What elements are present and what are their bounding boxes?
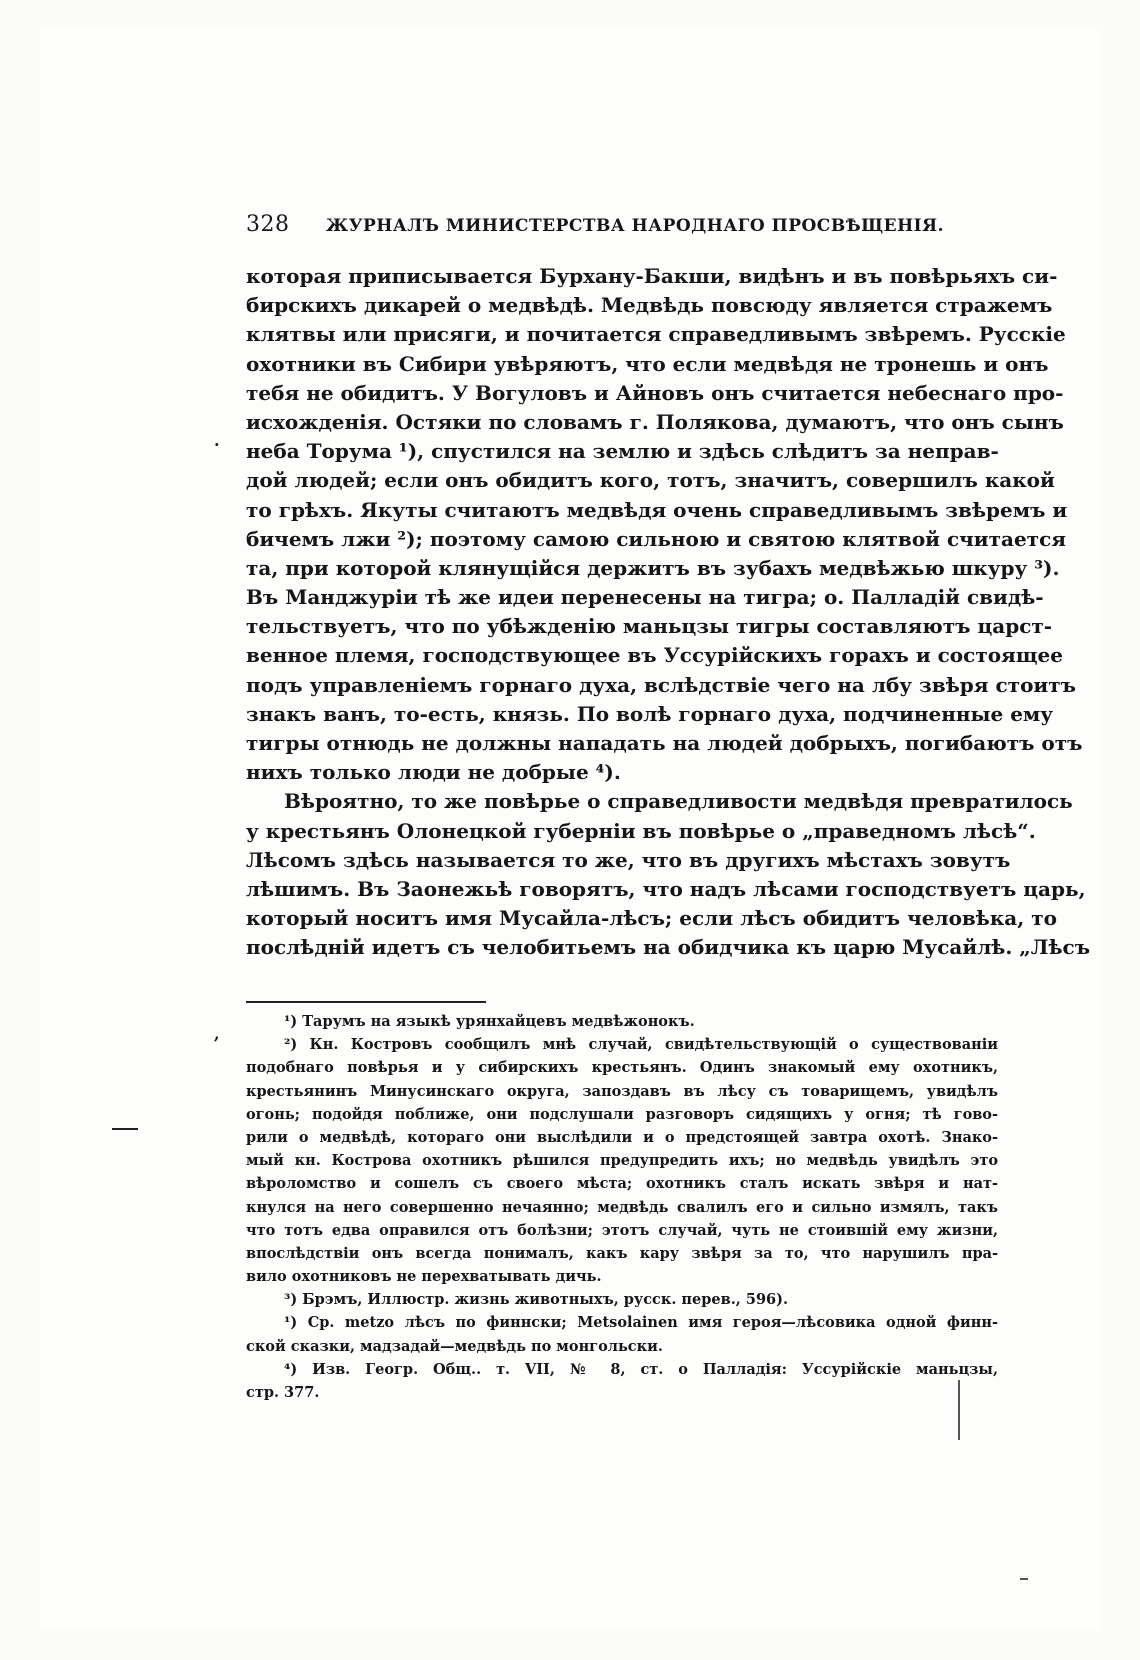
text-line: бирскихъ дикарей о медвѣдѣ. Медвѣдь повсюду является стражемъ bbox=[246, 293, 1053, 318]
footnote-line: впослѣдствіи онъ всегда понималъ, какъ кару звѣря за то, что нарушилъ пра- bbox=[246, 1244, 998, 1262]
text-line: Вѣроятно, то же повѣрье о справедливости медвѣдя превратилось bbox=[284, 789, 1073, 814]
scan-artifact-dash bbox=[112, 1128, 138, 1130]
running-title: ЖУРНАЛЪ МИНИСТЕРСТВА НАРОДНАГО ПРОСВѢЩЕНІЯ. bbox=[325, 216, 945, 236]
footnote-line: что тотъ едва оправился отъ болѣзни; этотъ случай, чуть не стоившій ему жизни, bbox=[246, 1221, 998, 1239]
footnote-line: вѣроломство и сошелъ съ своего мѣста; охотникъ сталъ искать звѣря и нат- bbox=[246, 1175, 998, 1193]
text-line: бичемъ лжи ²); поэтому самою сильною и святою клятвой считается bbox=[246, 526, 1067, 551]
margin-mark: , bbox=[214, 1024, 220, 1043]
text-line: послѣдній идетъ съ челобитьемъ на обидчика къ царю Мусайлѣ. „Лѣсъ bbox=[246, 935, 1091, 960]
text-line: лѣшимъ. Въ Заонежьѣ говорятъ, что надъ лѣсами господствуетъ царь, bbox=[246, 876, 1086, 901]
footnote-line: огонь; подойдя поближе, они подслушали разговоръ сидящихъ у огня; тѣ гово- bbox=[246, 1105, 998, 1123]
footnote-line: кнулся на него совершенно нечаянно; медвѣдь свалилъ его и сильно измялъ, такъ bbox=[246, 1198, 998, 1216]
text-line: неба Торума ¹), спустился на землю и здѣсь слѣдитъ за неправ- bbox=[246, 439, 999, 464]
main-text bbox=[246, 262, 1091, 963]
text-line: у крестьянъ Олонецкой губерніи въ повѣрье о „праведномъ лѣсѣ“. bbox=[246, 818, 1036, 843]
text-line: та, при которой клянущійся держитъ въ зубахъ медвѣжью шкуру ³). bbox=[246, 555, 1060, 580]
page-number: 328 bbox=[246, 212, 290, 237]
footnote-line: стр. 377. bbox=[246, 1384, 320, 1401]
footnote-line: мый кн. Кострова охотникъ рѣшился предупредить ихъ; но медвѣдь увидѣлъ это bbox=[246, 1152, 998, 1170]
footnote-line: ской сказки, мадзадай—медвѣдь по монгольски. bbox=[246, 1337, 663, 1355]
text-line: тельствуетъ, что по убѣжденію маньцзы тигры составляютъ царст- bbox=[246, 614, 1053, 639]
text-line: дой людей; если онъ обидитъ кого, тотъ, значитъ, совершилъ какой bbox=[246, 468, 1055, 493]
text-line: то грѣхъ. Якуты считаютъ медвѣдя очень справедливымъ звѣремъ и bbox=[246, 497, 1068, 522]
footnote-line: ¹) Тарумъ на языкѣ урянхайцевъ медвѣжонокъ. bbox=[284, 1013, 695, 1030]
footnote-line: ³) Брэмъ, Иллюстр. жизнь животныхъ, русск. перев., 596). bbox=[284, 1291, 789, 1309]
text-line: подъ управленіемъ горнаго духа, вслѣдствіе чего на лбу звѣря стоитъ bbox=[246, 672, 1076, 697]
footnote-line: рили о медвѣдѣ, котораго они выслѣдили и о предстоящей завтра охотѣ. Знако- bbox=[246, 1128, 998, 1146]
text-line: тебя не обидитъ. У Вогуловъ и Айновъ онъ считается небеснаго про- bbox=[246, 380, 1064, 405]
margin-mark: · bbox=[214, 435, 220, 454]
footnote-line: крестьянинъ Минусинскаго округа, запоздавъ въ лѣсу съ товарищемъ, увидѣлъ bbox=[246, 1082, 998, 1100]
running-header bbox=[246, 212, 1006, 237]
footnote-line: подобнаго повѣрья и у сибирскихъ крестьянъ. Одинъ знакомый ему охотникъ, bbox=[246, 1059, 998, 1077]
text-line: клятвы или присяги, и почитается справедливымъ звѣремъ. Русскіе bbox=[246, 322, 1066, 347]
footnote-line: ¹) Ср. metzo лѣсъ по финнски; Metsolainen имя героя—лѣсовика одной финн- bbox=[284, 1314, 998, 1332]
text-line: знакъ ванъ, то-есть, князь. По волѣ горнаго духа, подчиненные ему bbox=[246, 701, 1054, 726]
text-line: охотники въ Сибири увѣряютъ, что если медвѣдя не тронешь и онъ bbox=[246, 351, 1049, 376]
text-line: исхожденія. Остяки по словамъ г. Полякова, думаютъ, что онъ сынъ bbox=[246, 409, 1064, 434]
text-line: Въ Манджуріи тѣ же идеи перенесены на тигра; о. Палладій свидѣ- bbox=[246, 585, 1044, 610]
scan-artifact-dot bbox=[1020, 1578, 1028, 1580]
scan-artifact-line bbox=[958, 1380, 960, 1440]
text-line: который носитъ имя Мусайла-лѣсъ; если лѣсъ обидитъ человѣка, то bbox=[246, 906, 1057, 931]
text-line: Лѣсомъ здѣсь называется то же, что въ другихъ мѣстахъ зовутъ bbox=[246, 847, 1011, 872]
footnote-rule bbox=[246, 1001, 486, 1003]
footnotes bbox=[246, 1010, 998, 1404]
footnote-line: ⁴) Изв. Геогр. Общ.. т. VII, № 8, ст. о Палладія: Уссурійскіе маньцзы, bbox=[284, 1360, 998, 1378]
footnote-line: ²) Кн. Костровъ сообщилъ мнѣ случай, свидѣтельствующій о существованіи bbox=[284, 1036, 998, 1054]
text-line: тигры отнюдь не должны нападать на людей добрыхъ, погибаютъ отъ bbox=[246, 731, 1083, 755]
text-line: венное племя, господствующее въ Уссурійскихъ горахъ и состоящее bbox=[246, 643, 1063, 668]
text-line: которая приписывается Бурхану-Бакши, видѣнъ и въ повѣрьяхъ си- bbox=[246, 264, 1058, 288]
text-line: нихъ только люди не добрые ⁴). bbox=[246, 760, 621, 785]
footnote-line: вило охотниковъ не перехватывать дичь. bbox=[246, 1268, 602, 1286]
